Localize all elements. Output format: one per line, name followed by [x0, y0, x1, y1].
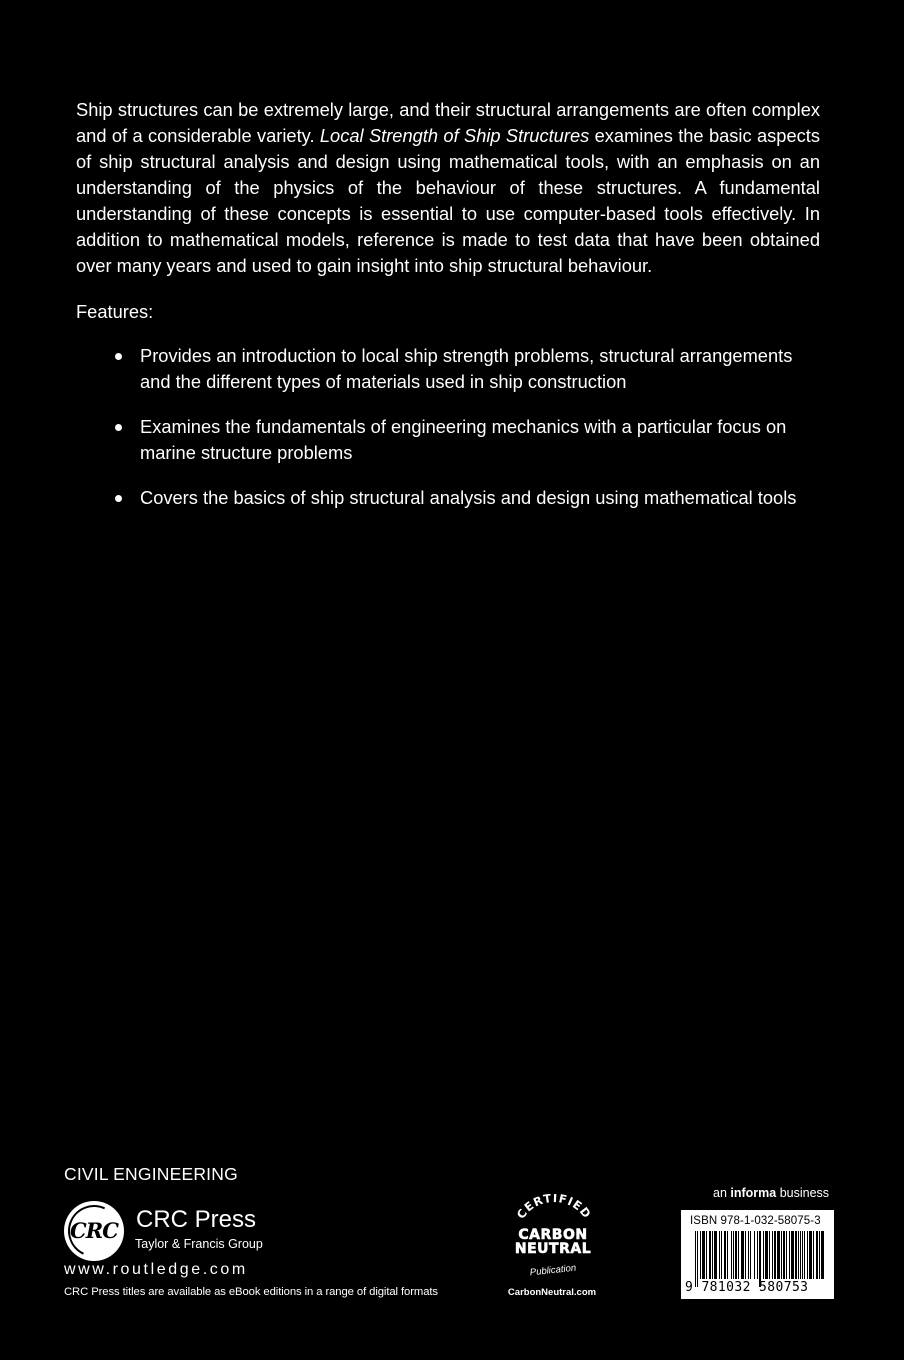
publisher-name: CRC Press	[136, 1206, 257, 1233]
feature-text: Provides an introduction to local ship strength problems, structural arrangements and the different types of materials used in ship construction	[140, 345, 793, 392]
blurb-text-part2: examines the basic aspects of ship structural analysis and design using mathematical tools, with an emphasis on an understanding of the physics of the behaviour of these structures. A fundamental understanding of these concepts is essential to use computer-based tools effectively. In addition to mathematical models, reference is made to test data that have been obtained over many years and used to gain insight into ship structural behaviour.	[76, 125, 820, 276]
barcode-bar	[789, 1231, 790, 1279]
barcode-bar	[783, 1231, 785, 1279]
barcode-bar	[763, 1231, 764, 1279]
barcode-bar	[714, 1231, 717, 1279]
carbon-neutral-badge	[498, 1194, 608, 1304]
bullet-icon	[115, 353, 122, 360]
barcode-bar	[786, 1231, 787, 1279]
carbon-line1: CARBON	[518, 1227, 588, 1243]
barcode-bar	[697, 1231, 698, 1287]
barcode-bar	[731, 1231, 732, 1279]
barcode-bar	[807, 1231, 808, 1279]
back-cover-blurb	[76, 97, 820, 279]
barcode-bar	[774, 1231, 776, 1279]
barcode-bar	[791, 1231, 794, 1279]
certified-label: CERTIFIED	[513, 1194, 595, 1222]
ebook-note: CRC Press titles are available as eBook editions in a range of digital formats	[64, 1286, 438, 1298]
publisher-website: www.routledge.com	[64, 1261, 248, 1278]
barcode-bar	[821, 1231, 824, 1279]
subject-category: CIVIL ENGINEERING	[64, 1164, 238, 1184]
logo-text: CRC	[70, 1218, 118, 1243]
barcode-bar	[804, 1231, 805, 1279]
barcode-bar	[750, 1231, 751, 1279]
barcode-bar	[816, 1231, 818, 1279]
barcode-bar	[809, 1231, 812, 1279]
barcode-bar	[781, 1231, 782, 1279]
barcode-bar	[738, 1231, 739, 1279]
informa-prefix: an	[713, 1186, 731, 1200]
barcode-bar	[769, 1231, 770, 1279]
barcode-bar	[795, 1231, 797, 1279]
barcode-bar	[813, 1231, 814, 1279]
feature-item	[112, 485, 822, 511]
barcode-bar	[706, 1231, 707, 1279]
barcode-bar	[741, 1231, 744, 1279]
barcode-bar	[772, 1231, 773, 1279]
barcode-bar	[719, 1231, 720, 1279]
feature-item	[112, 343, 822, 395]
barcode-bar	[777, 1231, 780, 1279]
barcode-bar	[724, 1231, 726, 1279]
blurb-text-part1: Ship structures can be extremely large, and their structural arrangements are often complex and of a considerable variety.	[76, 99, 820, 146]
barcode-bar	[759, 1231, 761, 1287]
bullet-icon	[115, 495, 122, 502]
isbn-barcode	[681, 1210, 834, 1299]
barcode-bar	[695, 1231, 696, 1287]
informa-tagline	[713, 1186, 829, 1200]
features-heading: Features:	[76, 301, 154, 322]
publisher-group: Taylor & Francis Group	[135, 1237, 263, 1251]
feature-item	[112, 414, 822, 466]
barcode-bar	[709, 1231, 711, 1279]
carbon-site: CarbonNeutral.com	[507, 1287, 597, 1298]
barcode-bar	[765, 1231, 768, 1279]
barcode-bar	[800, 1231, 801, 1279]
feature-text: Covers the basics of ship structural analysis and design using mathematical tools	[140, 487, 797, 508]
barcode-bar	[727, 1231, 728, 1279]
isbn-number: ISBN 978-1-032-58075-3	[690, 1215, 821, 1227]
carbon-neutral-text	[508, 1228, 598, 1256]
svg-text:CERTIFIED	[514, 1194, 595, 1221]
barcode-digits: 9 781032 580753	[685, 1280, 809, 1295]
barcode-bars-icon	[693, 1231, 828, 1287]
book-title-italic: Local Strength of Ship Structures	[319, 125, 590, 146]
barcode-bar	[702, 1231, 705, 1279]
informa-bold: informa	[730, 1186, 777, 1200]
carbon-publication: Publication	[529, 1262, 577, 1279]
barcode-bar	[798, 1231, 799, 1279]
crc-press-logo-icon	[64, 1201, 124, 1261]
barcode-bar	[757, 1231, 758, 1279]
informa-suffix: business	[776, 1186, 830, 1200]
features-list	[112, 343, 822, 530]
barcode-bar	[712, 1231, 713, 1279]
feature-text: Examines the fundamentals of engineering mechanics with a particular focus on marine structure problems	[140, 416, 787, 463]
barcode-bar	[721, 1231, 722, 1279]
barcode-bar	[745, 1231, 746, 1279]
barcode-bar	[733, 1231, 734, 1279]
barcode-bar	[819, 1231, 820, 1279]
carbon-line2: NEUTRAL	[514, 1241, 592, 1257]
barcode-bar	[754, 1231, 755, 1279]
barcode-bar	[700, 1231, 701, 1279]
barcode-bar	[748, 1231, 749, 1279]
barcode-bar	[802, 1231, 803, 1279]
barcode-bar	[735, 1231, 737, 1279]
bullet-icon	[115, 424, 122, 431]
